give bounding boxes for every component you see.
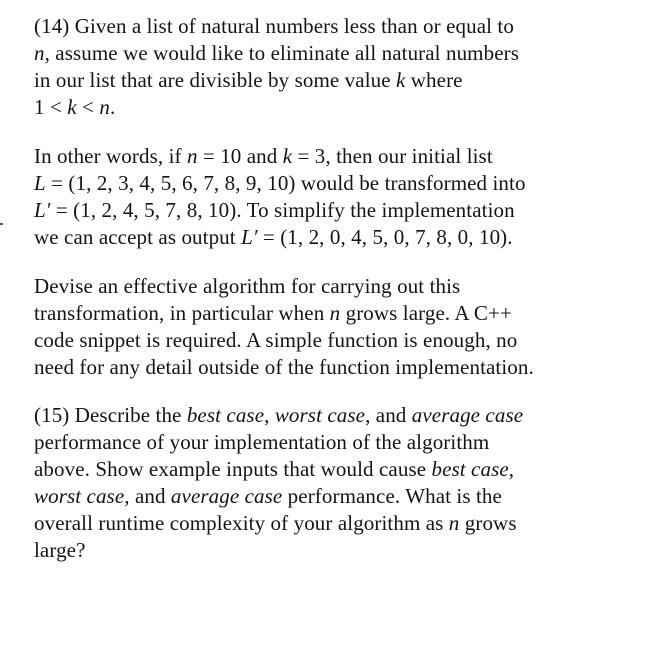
emphasis-worst-case: worst case [274, 403, 366, 427]
devise-text: grows large. A C++ [340, 301, 512, 325]
q14-line-1 [34, 13, 514, 39]
q15-line-3 [34, 456, 514, 482]
math-k: k [396, 68, 406, 92]
example-text: = (1, 2, 0, 4, 5, 0, 7, 8, 0, 10). [257, 225, 513, 249]
math-L: L [34, 171, 46, 195]
q14-text: where [405, 68, 463, 92]
devise-text: code snippet is required. A simple function is enough, no [34, 328, 518, 352]
devise-line-1 [34, 273, 460, 299]
example-text: = (1, 2, 4, 5, 7, 8, 10). To simplify the implementation [50, 198, 515, 222]
emphasis-worst-case: worst case [34, 484, 125, 508]
q15-line-6 [34, 537, 86, 563]
devise-line-4 [34, 354, 534, 380]
example-text: we can accept as output [34, 225, 242, 249]
example-text: = 3, then our initial list [292, 144, 493, 168]
example-line-3 [34, 197, 515, 223]
emphasis-average-case: average case [170, 484, 283, 508]
q14-text: in our list that are divisible by some value [34, 68, 397, 92]
q15-text: , [264, 403, 275, 427]
devise-text: transformation, in particular when [34, 301, 330, 325]
q15-text: performance of your implementation of the algorithm [34, 430, 490, 454]
q14-text: , assume we would like to eliminate all natural numbers [44, 41, 519, 65]
q15-text: overall runtime complexity of your algorithm as [34, 511, 449, 535]
q15-text: large? [34, 538, 86, 562]
math-n: n [99, 95, 110, 119]
q15-text: performance. What is the [282, 484, 502, 508]
q15-line-5 [34, 510, 517, 536]
math-n: n [186, 144, 198, 168]
q15-text: above. Show example inputs that would cause [34, 457, 432, 481]
math-L-prime: L′ [34, 198, 51, 222]
devise-text: need for any detail outside of the function implementation. [34, 355, 534, 379]
q14-line-3 [34, 67, 463, 93]
q14-text: (14) Given a list of natural numbers less than or equal to [34, 14, 514, 38]
q14-line-4 [34, 94, 115, 120]
devise-line-2 [34, 300, 512, 326]
q15-line-2 [34, 429, 489, 455]
margin-mark [0, 223, 3, 225]
q14-text: < [76, 95, 100, 119]
q14-text: 1 < [34, 95, 68, 119]
math-n: n [448, 511, 460, 535]
example-line-1 [34, 143, 493, 169]
math-L-prime: L′ [241, 225, 258, 249]
emphasis-best-case: best case [431, 457, 509, 481]
q14-line-2 [34, 40, 519, 66]
example-line-4 [34, 224, 513, 250]
q15-text: , [508, 457, 515, 481]
example-line-2 [34, 170, 526, 196]
q14-text: . [109, 95, 116, 119]
emphasis-best-case: best case [186, 403, 265, 427]
q15-text: , and [365, 403, 412, 427]
devise-text: Devise an effective algorithm for carrying out this [34, 274, 461, 298]
example-text: = 10 and [197, 144, 283, 168]
example-text: In other words, if [34, 144, 187, 168]
math-k: k [282, 144, 293, 168]
q15-line-1 [34, 402, 523, 428]
q15-text: , and [124, 484, 171, 508]
devise-line-3 [34, 327, 517, 353]
math-n: n [34, 41, 45, 65]
q15-text: (15) Describe the [34, 403, 187, 427]
emphasis-average-case: average case [411, 403, 524, 427]
example-text: = (1, 2, 3, 4, 5, 6, 7, 8, 9, 10) would be transformed into [45, 171, 526, 195]
math-n: n [329, 301, 341, 325]
q15-line-4 [34, 483, 502, 509]
math-k: k [67, 95, 77, 119]
q15-text: grows [459, 511, 517, 535]
